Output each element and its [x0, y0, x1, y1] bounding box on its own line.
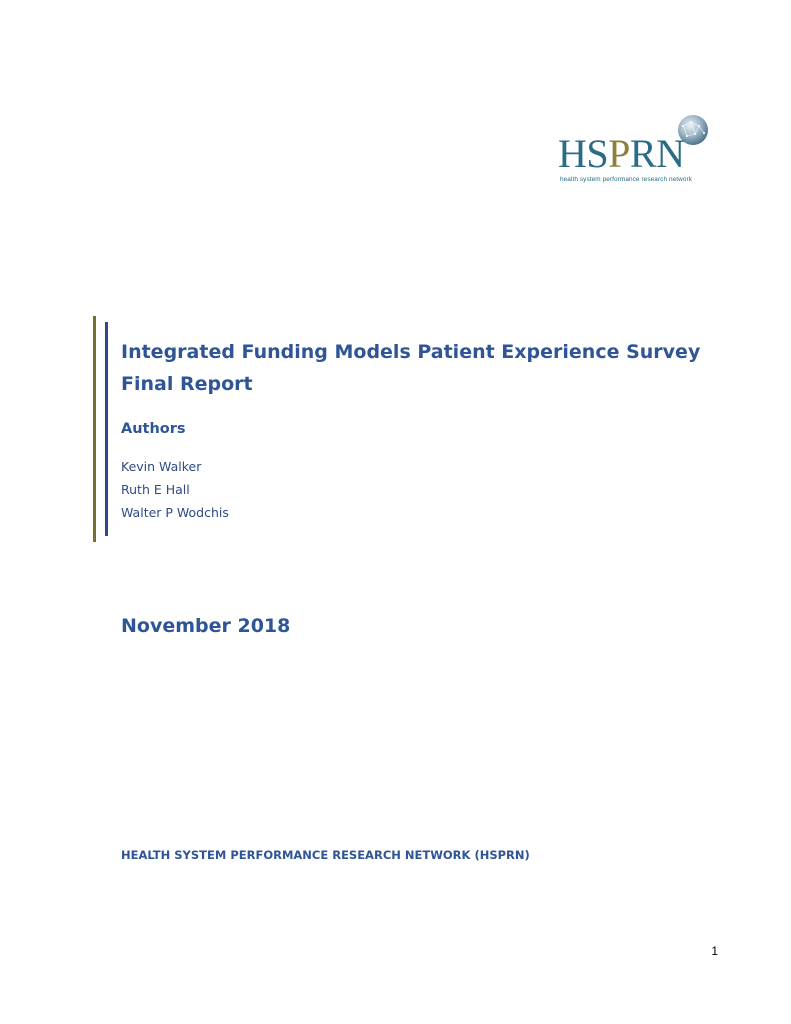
- author-name: Walter P Wodchis: [121, 505, 229, 520]
- accent-bar-gold: [93, 316, 96, 542]
- accent-bar-blue: [105, 322, 108, 536]
- organization-name: HEALTH SYSTEM PERFORMANCE RESEARCH NETWORK (HSPRN): [121, 848, 530, 862]
- author-list: [121, 455, 229, 524]
- report-title: Integrated Funding Models Patient Experience Survey Final Report: [121, 341, 701, 395]
- logo-tagline: health system performance research network: [560, 176, 693, 183]
- page-number: 1: [711, 944, 718, 958]
- report-date: November 2018: [121, 615, 291, 637]
- logo-wordmark: HSPRN: [558, 131, 685, 176]
- authors-heading: Authors: [121, 421, 186, 437]
- author-name: Ruth E Hall: [121, 482, 190, 497]
- author-name: Kevin Walker: [121, 459, 202, 474]
- hsprn-logo: [558, 112, 710, 188]
